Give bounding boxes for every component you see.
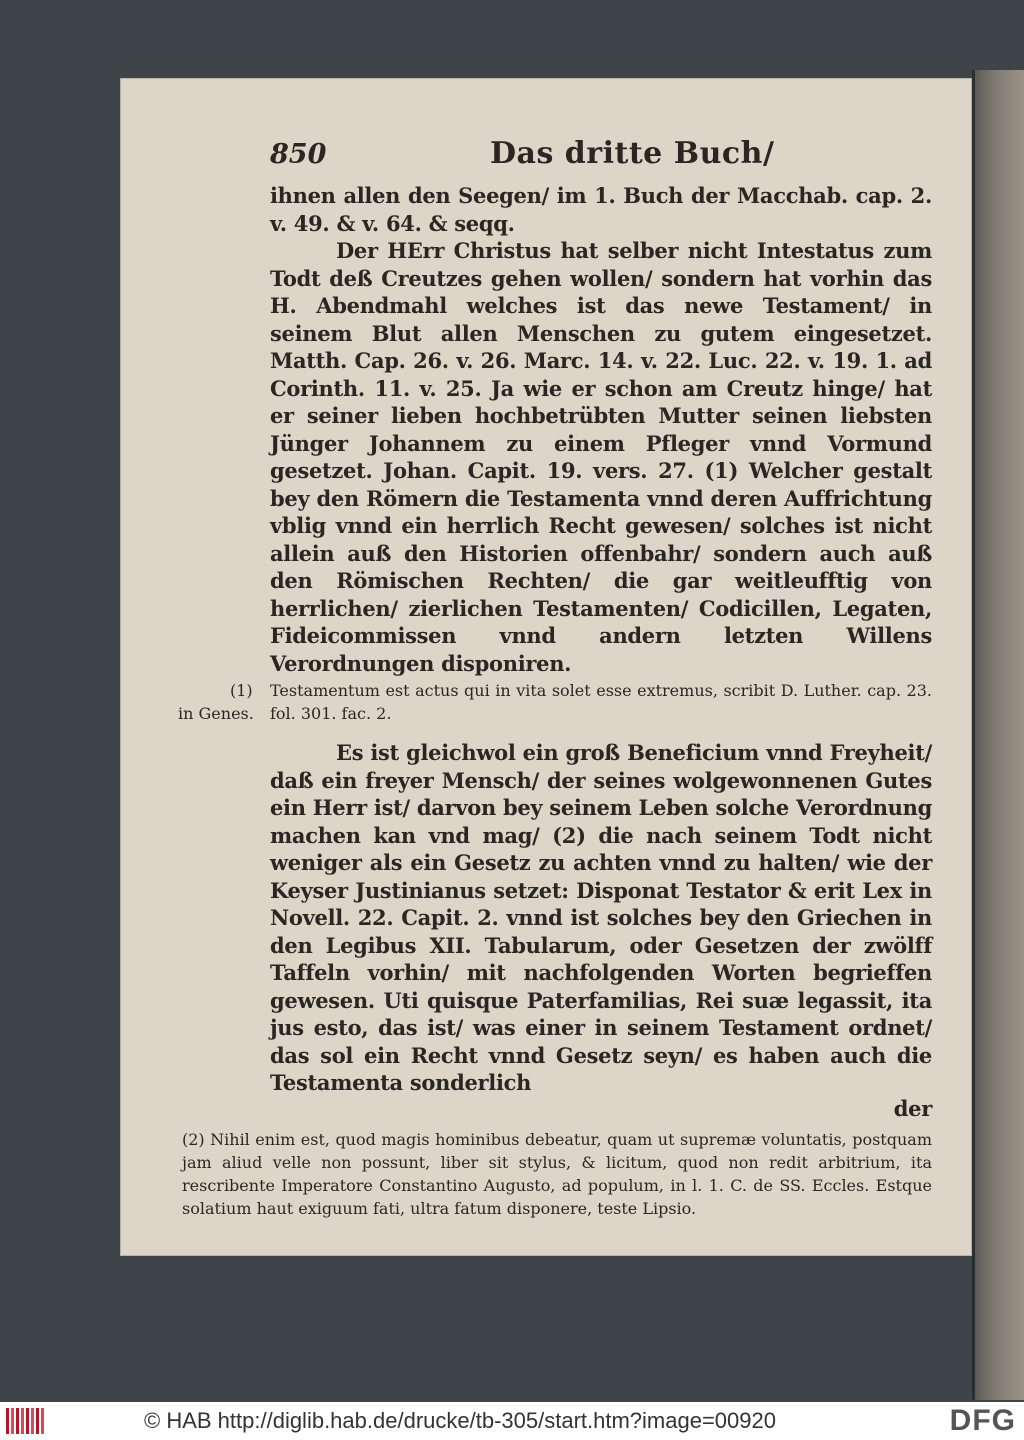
hab-logo-icon [6, 1408, 46, 1434]
footnote-1 [178, 679, 932, 725]
footnote-marker: (2) [182, 1130, 205, 1149]
footer-bar [0, 1402, 1024, 1440]
dfg-logo: DFG [949, 1404, 1016, 1437]
footnote-2 [182, 1128, 932, 1220]
catchword: der [893, 1095, 932, 1121]
copyright-link[interactable]: © HAB http://diglib.hab.de/drucke/tb-305/start.htm?image=00920 [144, 1408, 776, 1433]
running-title: Das dritte Buch/ [490, 136, 775, 171]
margin-note: in Genes. [178, 704, 254, 723]
body-text-2 [270, 739, 932, 1122]
paragraph: Es ist gleichwol ein groß Beneficium vnnd Freyheit/ daß ein freyer Mensch/ der seines wolgewonnenen Gutes ein Herr ist/ darvon bey seinem Leben solche Verordnung machen kan vnd mag/ (2) die nach seinem Todt nicht weniger als ein Gesetz zu achten vnnd zu halten/ wie der Keyser Justinianus setzet: Disponat Testator & erit Lex in Novell. 22. Capit. 2. vnnd ist solches bey den Griechen in den Legibus XII. Tabularum, oder Gesetzen der zwölff Taffeln vorhin/ mit nachfolgenden Worten begrieffen gewesen. Uti quisque Paterfamilias, Rei suæ legassit, ita jus esto, das ist/ was einer in seinem Testament ordnet/ das sol ein Recht vnnd Gesetz seyn/ es haben auch die Testamenta sonderlich [270, 740, 932, 1095]
scanned-page [120, 78, 972, 1256]
paragraph: Der HErr Christus hat selber nicht Intestatus zum Todt deß Creutzes gehen wollen/ sondern hat vorhin das H. Abendmahl welches ist das newe Testament/ in seinem Blut allen Menschen zu gutem eingesetzet. Matth. Cap. 26. v. 26. Marc. 14. v. 22. Luc. 22. v. 19. 1. ad Corinth. 11. v. 25. Ja wie er schon am Creutz hinge/ hat er seiner lieben hochbetrübten Mutter seinen liebsten Jünger Johannem zu einem Pfleger vnnd Vormund gesetzet. Johan. Capit. 19. vers. 27. (1) Welcher gestalt bey den Römern die Testamenta vnnd deren Auffrichtung vblig vnnd ein herrlich Recht gewesen/ solches ist nicht allein auß den Historien offenbahr/ sondern auch auß den Römischen Rechten/ die gar weitleufftig von herrlichen/ zierlichen Testamenten/ Codicillen, Legaten, Fideicommissen vnnd andern letzten Willens Verordnungen disponiren. [270, 238, 932, 676]
body-text [270, 182, 932, 677]
footnote-text: Nihil enim est, quod magis hominibus debeatur, quam ut supremæ voluntatis, postquam jam aliud velle non possunt, liber sit stylus, & licitum, quod non redit arbitrium, ita rescribente Imperatore Constantino Augusto, ad populum, in l. 1. C. de SS. Eccles. Estque solatium haut exiguum fati, ultra fatum disponere, teste Lipsio. [182, 1130, 932, 1218]
facing-page-edge [975, 70, 1024, 1400]
footnote-text: Testamentum est actus qui in vita solet esse extremus, scribit D. Luther. cap. 23. fol. 301. fac. 2. [270, 681, 932, 723]
paragraph-continuation: ihnen allen den Seegen/ im 1. Buch der Macchab. cap. 2. v. 49. & v. 64. & seqq. [270, 183, 932, 236]
page-number: 850 [270, 139, 327, 170]
footnote-marker: (1) [230, 681, 253, 700]
running-head [270, 136, 932, 182]
page-content [178, 136, 932, 1220]
